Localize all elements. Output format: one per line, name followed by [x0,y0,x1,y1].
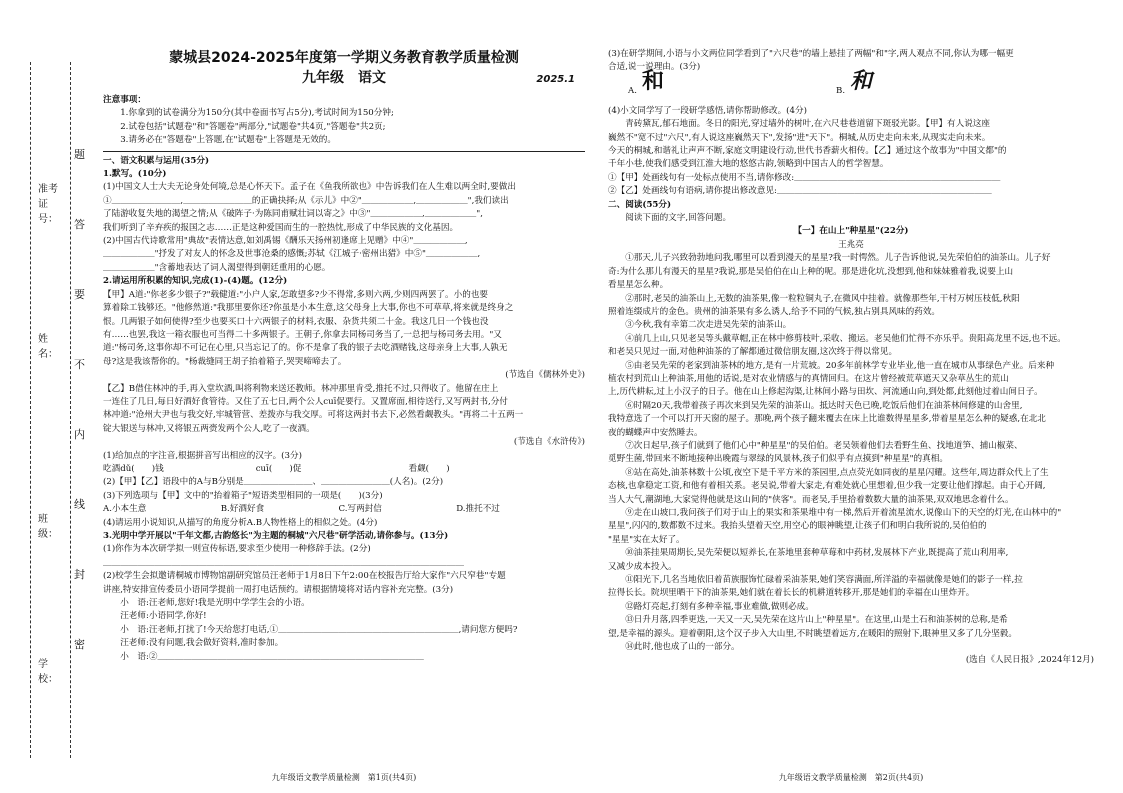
seal-text: 题 答 要 不 内 线 封 密 [74,148,85,651]
article-line: 夜的蝴蝶声中安然睡去。 [608,427,703,438]
q2-3-options: A.小本生意 B.好酒好食 C.写两封信 D.推托不过 [103,504,500,515]
calligraphy-a: 和 [642,67,665,94]
passage-a-line: 【甲】A道:"你老多少银子?"载健道:"小户人家,怎敢望多?少不得常,多则六两,少则四两罢了。小的也要 [103,289,489,300]
essay-question: ①【甲】处画线句有一处标点使用不当,请你修改:＿＿＿＿＿＿＿＿＿＿＿＿＿＿＿＿＿＿＿＿＿＿＿＿ [608,172,1001,183]
dialogue-line: 小 语:汪老师,您好!我是光明中学学生会的小语。 [120,598,310,609]
question-2-1: (1)给加点的字注音,根据拼音写出相应的汉字。(3分) [103,450,302,461]
article-line: 当人大气,潮湖地,大家觉得他就是这山间的"侠客"。而老吴,手里拾着数数大量的油茶果,双双地思念着什么。 [608,494,1014,505]
article-line: ⑩油茶挂果周期长,吴先荣便以短养长,在茶地里套种草莓和中药材,发展林下产业,既提高了荒山利用率, [625,548,1009,559]
exam-title: 蒙城县2024-2025年度第一学期义务教育教学质量检测 [169,50,519,66]
passage-a-line: 母?这是我该帮你的。"杨裁缝同王胡子抬着箱子,哭哭啼啼去了。 [103,356,347,367]
article-line: 奇:为什么那儿有漫天的星星?我说,那是吴伯伯在山上种的呢。那是进化坑,没想到,他和妹妹雅着我,说要上山 [608,266,1014,277]
article-line: 照着连缀成片的金色。贵州的油茶果有多么诱人,给予不同的气候,独占别具风味的药效。 [608,306,941,317]
dialogue-line: 汪老师:小语同学,你好! [120,611,207,622]
dialogue-line: 小 语:②＿＿＿＿＿＿＿＿＿＿＿＿＿＿＿＿＿＿＿＿＿＿＿＿＿＿＿＿＿＿＿ [120,651,424,662]
section-2-title: 二、阅读(55分) [608,199,672,210]
article-title: 【一】在山上"种星星"(22分) [793,226,909,237]
passage-b-line: 锭大银送与林冲,又将银五两赍发两个公人,吃了一夜酒。 [103,423,315,434]
q1-1-line: ①＿＿＿＿＿＿＿＿,＿＿＿＿＿＿＿＿的正确抉择;从《示儿》中②"＿＿＿＿＿＿,＿＿＿＿＿＿",我们读出 [103,195,509,206]
question-2-3: (3)下列选项与【甲】文中的"抬着箱子"短语类型相同的一项是( )(3分) [103,490,383,501]
name-label: 姓名： [38,334,58,360]
q1-2-line: (2)中国古代诗歌常用"典故"表情达意,如刘禹锡《酬乐天扬州初逢席上见赠》中④"＿＿＿＿＿＿, [103,236,468,247]
article-line: ⑤由老吴先荣的老家到油茶林的地方,是有一片荒坡。20多年前林学专业毕业,他一直在城市从事绿色产业。后来种 [625,360,1055,371]
article-line: ⑨走在山坡口,我问孩子们对于山上的果实和茶果堆中有一梯,然后开着流星流水,说像山下的天空的灯光,在山林中的" [625,508,1062,518]
right-footer: 九年级语文教学质量检测 第2页(共4页) [778,772,924,782]
article-line: ⑥时隔20天,我带着孩子再次来到吴先荣的油茶山。抵达时天色已晚,吃饭后他们在油茶林间修建的山舍里, [625,400,1023,411]
calligraphy-b: 和 [850,67,873,94]
binding-line-inner [70,62,71,758]
notice-item: 2.试卷包括"试题卷"和"答题卷"两部分,"试题卷"共4页,"答题卷"共2页; [120,121,386,132]
article-body [608,252,1094,654]
right-column [608,48,1094,788]
q1-1-line: (1)中国文人士大夫无论身处何境,总是心怀天下。孟子在《鱼我所欲也》中告诉我们在人生难以两全时,要做出 [103,182,516,193]
q3-1-answer-line: ＿＿＿＿＿＿＿＿＿＿＿＿＿＿＿＿＿＿＿＿＿＿＿＿＿＿＿＿＿＿＿＿＿＿＿＿＿＿＿＿＿＿ [103,557,464,568]
binding-line-outer [30,62,31,758]
article-line: 觅野生菌,带回来不断地接种出晚霞与翠绿的风景林,孩子们似乎有点摸到"种星星"的真相。 [608,454,948,465]
essay-question: ②【乙】处画线句有语病,请你提出修改意见:＿＿＿＿＿＿＿＿＿＿＿＿＿＿＿＿＿＿＿＿＿＿＿＿＿ [608,186,992,197]
exam-subtitle: 九年级 语文 2025.1 [103,68,585,88]
article-line: 态核,也拿稳定工资,和他有着相关系。老吴说,带着大家走,有难处就心里想着,但少我一定要让他们撑起。由于心开阔, [608,481,1046,492]
calligraphy-choices: A. 和 B. 和 [628,67,873,96]
passage-a-line: 算着除工钱够还。"他修然道:"我那里要你还?你虽是小本生意,这父母身上大事,你也不可草草,将来就是终身之 [103,303,514,314]
question-3-4: (4)小文同学写了一段研学感悟,请你帮助修改。(4分) [608,105,807,116]
passage-a-line: 恨。几两银子如何使得?至少也要买口十六两银子的材料,衣服、杂货共须二十金。我这几日一个钱也没 [103,316,489,327]
question-3: 3.光明中学开展以"千年文都,古韵悠长"为主题的桐城"六尺巷"研学活动,请你参与。(13分) [103,531,449,541]
article-line: ③今秋,我有幸第二次走进吴先荣的油茶山。 [625,320,792,331]
q3-2-line: 讲座,特安排宣传委员小语同学提前一周打电话预约。请根据情境将对话内容补充完整。(3分) [103,584,454,595]
essay-line: 巍然不"宽不过"六尺",有人说这座巍然天下",发扬"进"天下"。桐城,从历史走向未来,从现实走向未来。 [608,132,991,143]
passage-a-line: 有……也罢,我这一箱衣服也可当得二十多两银子。王朝子,你拿去同杨司务当了,一总把与杨司务去用。"又 [103,329,502,340]
article-line: "星星"实在太好了。 [608,534,685,545]
question-2-2: (2)【甲】【乙】语段中的A与B分别是＿＿＿＿＿＿＿＿、＿＿＿＿＿＿＿＿(人名)。(2分) [103,477,444,488]
article-line: ②那时,老吴的油茶山上,无数的油茶果,像一粒粒铜丸子,在微风中挂着。就像那些年,干村万树压枝低,秋阳 [625,293,1020,304]
exam-date: 2025.1 [536,74,575,85]
notice-item: 3.请务必在"答题卷"上答题,在"试题卷"上答题是无效的。 [120,135,336,146]
q3-3-line: (3)在研学期间,小语与小文两位同学看到了"六尺巷"的墙上悬挂了两幅"和"字,两人观点不同,你认为哪一幅更 [608,49,1014,59]
q3-2-line: (2)校学生会拟邀请桐城市博物馆副研究馆员汪老师于1月8日下午2:00在校报告厅给大家作"六尺窄巷"专题 [103,571,506,582]
school-label: 学校： [38,659,58,685]
article-line: ⑭此时,他也成了山的一部分。 [625,642,740,653]
article-line: ⑧站在高处,油茶林数十公顷,夜空下是千平方米的茶园里,点点荧光如同夜的星星闪耀。这些年,周边群众代上了生 [625,467,1049,478]
passage-b-line: 【乙】B借住林冲的手,再入堂坎酒,叫将利物来送还教师。林冲那里肯受,推托不过,只得收了。他留在庄上 [103,383,499,394]
article-line: ④前几上山,只见老吴等头戴草帽,正在林中修剪枝叶,采收、搬运。老吴他们忙得不亦乐乎。贵阳高龙里不远,也不远。 [625,333,1066,344]
q2-1-items: 吃酒dǔ( )钱 cuī( )促 看觑( ) [103,463,450,474]
article-line: 星星",闪闪的,数都数不过来。我抬头望着天空,用空心的眼神眺望,让孩子们和明白我所说的,吴伯伯的 [608,521,987,532]
article-line: 拉得长长。院坝里晒干下的油茶果,她们就在着长长的机耕道转移开,那是她们的幸福在山里炸开。 [608,588,975,599]
article-line: ⑬日升月落,四季更迭,一天又一天,吴先荣在这片山上"种星星"。在这里,山是土石和油茶树的总称,是希 [625,615,1008,626]
q3-3-line: 合适,说一说理由。(3分) [608,62,701,73]
question-2: 2.请运用所积累的知识,完成(1)-(4)题。(12分) [103,276,288,287]
article-line: 植农村到荒山上种油茶,用他的话说,是对农业情感与的真情回归。在这片曾经被荒草遮天又杂草丛生的荒山 [608,373,1009,384]
question-1: 1.默写。(10分) [103,169,167,180]
article-line: 望,是幸福的源头。迎着朝阳,这个汉子步入大山里,不时眺望着远方,在暖阳的照射下,眼神里又多了几分坚毅。 [608,628,1017,639]
article-line: 上,历代耕耘,过上小汉子的日子。他在山上修起沟渠,让林间小路与田坎、河流通山向,到处都,此刻他过着山间日子。 [608,387,1043,398]
dialogue [103,597,585,664]
dialogue-line: 汪老师:没有问题,我会做好资料,准时参加。 [120,638,284,649]
binding-margin [38,70,60,690]
reading-intro: 阅读下面的文字,回答问题。 [625,213,732,224]
notice-item: 1.你拿到的试卷满分为150分(其中卷面书写占5分),考试时间为150分钟; [120,108,394,119]
exam-id-label: 准考证号： [38,184,58,225]
dialogue-line: 小 语:汪老师,打扰了!今天给您打电话,①＿＿＿＿＿＿＿＿＿＿＿＿＿＿＿＿＿＿＿＿＿,请问您方便吗? [120,624,518,635]
class-label: 班级： [38,514,58,540]
q1-2-line: ＿＿＿＿＿＿"含蓄地表达了词人渴望得到朝廷重用的心愿。 [103,262,331,273]
q1-2-line: ＿＿＿＿＿＿"抒发了对友人的怀念及世事沧桑的感慨;苏轼《江城子·密州出猎》中⑤"＿＿＿＿＿＿, [103,249,481,260]
article-source: (选自《人民日报》,2024年12月) [965,655,1094,666]
question-2-4: (4)请运用小说知识,从描写的角度分析A.B人物性格上的相似之处。(4分) [103,517,378,528]
article-line: 和老吴只见过一面,对他种油茶的了解都通过微信朋友圈,这次终于得以常见。 [608,347,898,358]
article-line: ⑪阳光下,几名当地依旧着苗族服饰忙碌着采油茶果,她们笑容满面,所洋溢的幸福就像是她们的影子一样,拉 [625,575,1023,586]
article-line: ⑦次日起早,孩子们就到了他们心中"种星星"的吴伯伯。老吴领着他们去看野生鱼、找地道笋、捕山椒菜、 [625,440,1023,451]
passage-a-line: 道:"杨司务,这事你却不可记在心里,只当忘记了的。你不是拿了我的银子去吃酒赌钱,这母亲身上大事,人孰无 [103,343,508,354]
q1-1-line: 了陆游收复失地的渴望之情;从《破阵子·为陈同甫赋壮词以寄之》中③"＿＿＿＿＿＿,＿＿＿＿＿＿", [103,209,483,220]
passage-a-source: (节选自《儒林外史》) [505,370,585,381]
notice-title: 注意事项： [103,95,146,105]
left-column [103,48,585,788]
article-line: ①那天,儿子兴致勃勃地问我,哪里可以看到漫天的星星?我一时愕然。儿子告诉他说,吴先荣伯伯的油茶山。儿子好 [625,253,1051,264]
q3-1-line: (1)你作为本次研学拟一则宣传标语,要求至少使用一种修辞手法。(2分) [103,544,371,555]
essay-line: 千年小巷,使我们感受到江淮大地的悠悠古韵,领略到中国古人的哲学智慧。 [608,159,889,170]
article-author: 王兆亮 [838,239,864,250]
essay-line: 青砖黛瓦,郁石地面。冬日的阳光,穿过墙外的树叶,在六尺巷巷道留下斑驳光影。【甲】有人说这座 [625,119,991,130]
essay-line: 今天的桐城,和谐礼让声声不断,家庭文明建设行动,世代书香薪火相传。【乙】通过这个故事为"中国文都"的 [608,146,1007,157]
section-1-title: 一、语文积累与运用(35分) [103,155,210,166]
article-line: 又减少成本投入。 [608,561,677,572]
article-line: 看星星怎么种。 [608,280,669,291]
passage-b-source: (节选自《水浒传》) [513,437,585,448]
passage-b-line: 一连住了几日,每日好酒好食管待。又住了五七日,两个公人cuī促要行。又置席面,相待送行,又写两封书,分付 [103,396,508,407]
q1-1-line: 我们听到了辛弃疾的报国之志……正是这种爱国而生的一腔热忱,形成了中华民族的文化基因。 [103,222,459,233]
left-footer: 九年级语文教学质量检测 第1页(共4页) [271,772,417,782]
article-line: ⑫路灯亮起,打刻有多种幸福,事业难做,做则必成。 [625,601,814,612]
article-line: 我特意选了一个可以打开天窗的屋子。那晚,两个孩子翻来覆去在床上比谁数得星星多,带着星星怎么种的疑惑,在北北 [608,414,1046,425]
passage-b-line: 林冲道:"沧州大尹也与我交好,牢城管营、差拨亦与我交厚。可将这两封书去下,必然看觑教头。"再将二十五两一 [103,410,524,421]
